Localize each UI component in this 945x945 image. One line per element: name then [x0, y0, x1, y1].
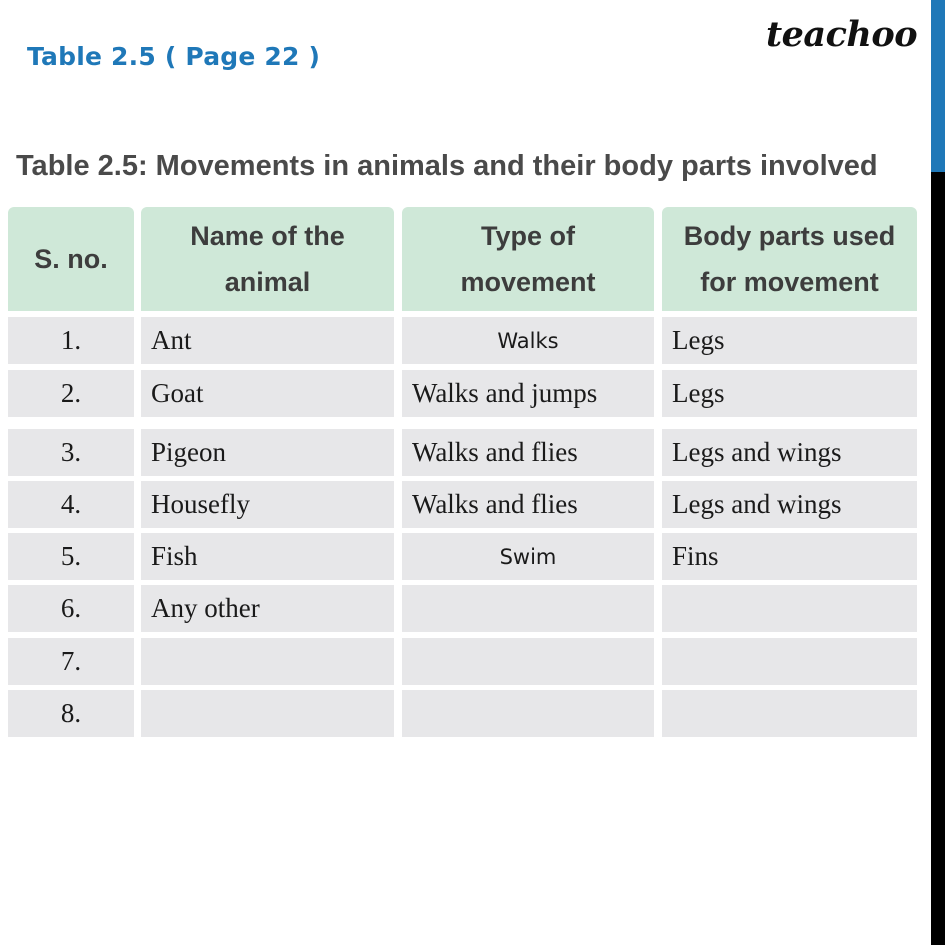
cell-sno: 1. — [8, 317, 134, 364]
column-header-line: Type of — [480, 221, 575, 251]
cell-body-parts — [662, 690, 917, 737]
cell-movement: Walks — [402, 317, 654, 364]
column-header-body-parts — [662, 207, 917, 311]
column-header-line: movement — [460, 267, 596, 297]
cell-body-parts: Legs and wings — [662, 429, 917, 476]
column-header-line: animal — [224, 267, 311, 297]
cell-animal: Fish — [141, 533, 394, 580]
cell-movement: Walks and flies — [402, 481, 654, 528]
cell-animal — [141, 690, 394, 737]
column-header-line: S. no. — [34, 244, 108, 274]
column-header-line: for movement — [700, 267, 879, 297]
cell-animal: Housefly — [141, 481, 394, 528]
page-heading: Table 2.5 ( Page 22 ) — [27, 42, 321, 71]
cell-animal: Goat — [141, 370, 394, 417]
cell-animal — [141, 638, 394, 685]
column-header-animal — [141, 207, 394, 311]
teachoo-logo[interactable]: teachoo — [766, 14, 918, 55]
cell-body-parts: Fins — [662, 533, 917, 580]
cell-body-parts: Legs — [662, 370, 917, 417]
cell-sno: 6. — [8, 585, 134, 632]
column-header-sno — [8, 207, 134, 311]
cell-animal: Ant — [141, 317, 394, 364]
cell-body-parts: Legs and wings — [662, 481, 917, 528]
cell-movement — [402, 585, 654, 632]
cell-movement: Walks and flies — [402, 429, 654, 476]
side-bar — [931, 0, 945, 945]
cell-movement — [402, 638, 654, 685]
cell-sno: 4. — [8, 481, 134, 528]
column-header-line: Body parts used — [683, 221, 896, 251]
side-bar-accent — [931, 0, 945, 172]
cell-animal: Any other — [141, 585, 394, 632]
cell-movement: Swim — [402, 533, 654, 580]
column-header-line: Name of the — [190, 221, 345, 251]
table-title: Table 2.5: Movements in animals and their body parts involved — [16, 150, 878, 182]
cell-body-parts — [662, 638, 917, 685]
cell-sno: 5. — [8, 533, 134, 580]
cell-movement — [402, 690, 654, 737]
cell-body-parts: Legs — [662, 317, 917, 364]
column-header-movement — [402, 207, 654, 311]
cell-body-parts — [662, 585, 917, 632]
cell-sno: 2. — [8, 370, 134, 417]
cell-sno: 7. — [8, 638, 134, 685]
cell-sno: 3. — [8, 429, 134, 476]
cell-movement: Walks and jumps — [402, 370, 654, 417]
cell-animal: Pigeon — [141, 429, 394, 476]
cell-sno: 8. — [8, 690, 134, 737]
